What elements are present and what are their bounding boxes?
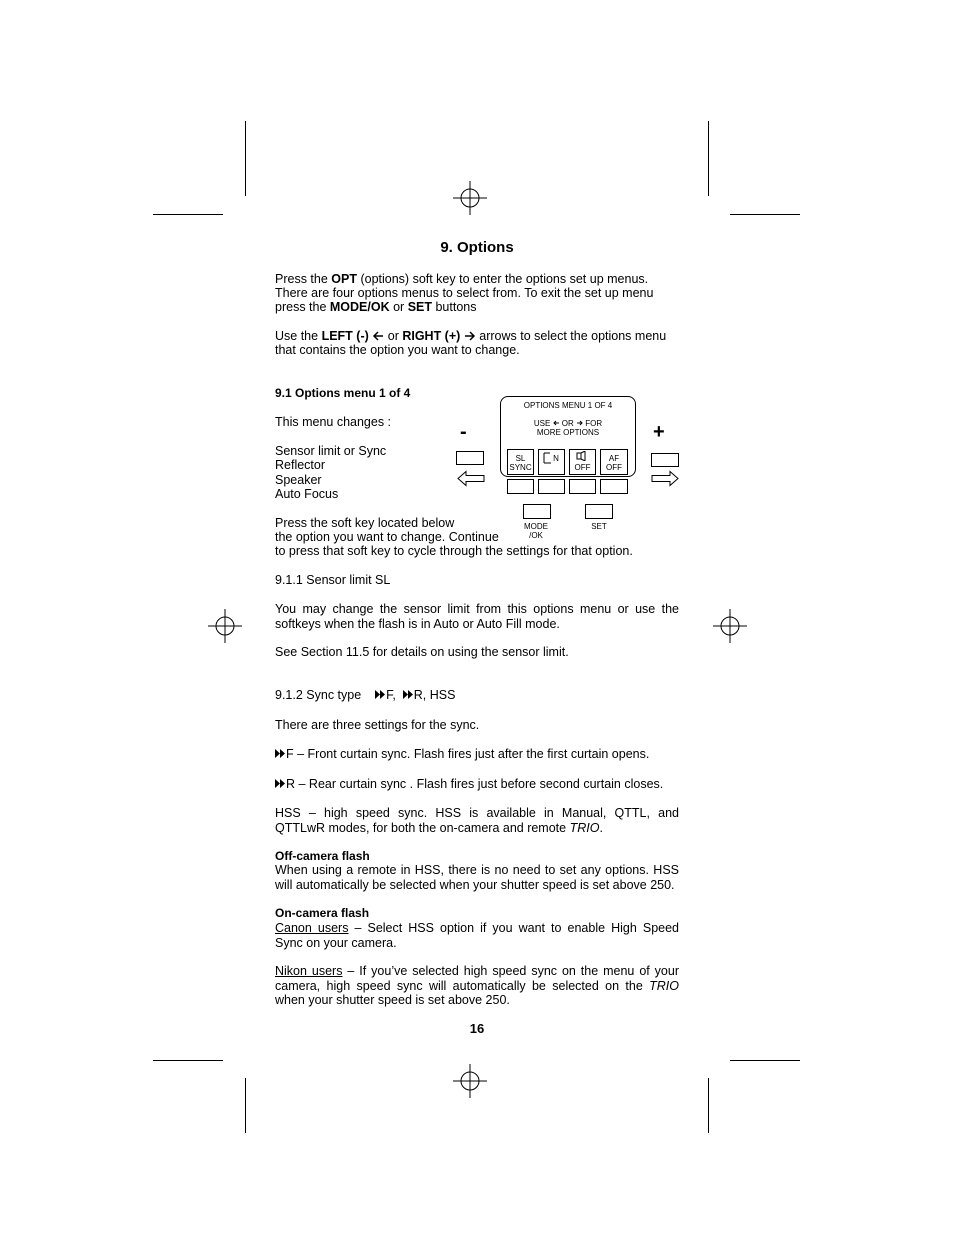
press-line-1: Press the soft key located below — [275, 516, 455, 530]
registration-mark-right-icon — [713, 609, 747, 643]
registration-mark-left-icon — [208, 609, 242, 643]
right-button[interactable] — [651, 453, 679, 467]
intro-line-5: that contains the option you want to change. — [275, 343, 520, 357]
off-camera-title: Off-camera flash — [275, 849, 370, 863]
mode-ok-button[interactable] — [523, 504, 551, 519]
soft-key-1[interactable] — [507, 479, 534, 494]
sync-front: F – Front curtain sync. Flash fires just after the first curtain opens. — [275, 747, 649, 762]
page-heading: 9. Options — [440, 239, 514, 256]
registration-mark-top-icon — [453, 181, 487, 215]
arrow-right-icon — [576, 420, 583, 426]
lcd-line-2: USE OR FOR — [533, 419, 603, 428]
front-sync-icon — [275, 749, 286, 758]
set-button[interactable] — [585, 504, 613, 519]
menu-item-reflector: Reflector — [275, 458, 326, 472]
lcd-line-3: MORE OPTIONS — [536, 428, 600, 437]
intro-line-3: press the MODE/OK or SET buttons — [275, 300, 477, 314]
menu-changes-label: This menu changes : — [275, 415, 392, 429]
section-title-9-1-1: 9.1.1 Sensor limit SL — [275, 573, 391, 587]
soft-label-af-text: AF — [608, 454, 620, 463]
arrow-left-icon — [372, 331, 384, 341]
soft-label-speaker-text: OFF — [574, 463, 591, 472]
front-sync-icon — [375, 690, 386, 699]
minus-sign: - — [460, 421, 467, 443]
rear-sync-icon — [275, 779, 286, 788]
press-line-3: to press that soft key to cycle through the settings for that option. — [275, 544, 633, 558]
set-label: SET — [591, 522, 607, 531]
sync-intro: There are three settings for the sync. — [275, 718, 480, 732]
registration-mark-bottom-icon — [453, 1064, 487, 1098]
intro-line-2: There are four options menus to select from. To exit the set up menu — [275, 286, 654, 300]
menu-item-sensor: Sensor limit or Sync — [275, 444, 387, 458]
press-line-2: the option you want to change. Continue — [275, 530, 499, 544]
soft-key-2[interactable] — [538, 479, 565, 494]
sensor-paragraph-1: You may change the sensor limit from this options menu or use the softkeys when the flash is in Auto or Auto Fill mode. — [275, 602, 679, 631]
sensor-paragraph-2: See Section 11.5 for details on using the sensor limit. — [275, 645, 569, 659]
menu-item-autofocus: Auto Focus — [275, 487, 339, 501]
soft-label-af-off-text: OFF — [606, 463, 622, 472]
off-camera-text: When using a remote in HSS, there is no need to set any options. HSS will automatically be selected when your shutter speed is set above 250. — [275, 863, 679, 892]
right-arrow-icon — [651, 470, 679, 487]
rear-sync-icon — [403, 690, 414, 699]
section-title-9-1-2: 9.1.2 Sync type F, R, HSS — [275, 688, 456, 702]
left-button[interactable] — [456, 451, 484, 465]
nikon-paragraph: Nikon users – If you’ve selected high speed sync on the menu of your camera, high speed sync will automatically be selected on the TRIO when your shutter speed is set above 250. — [275, 964, 679, 1007]
soft-label-reflector-text: N — [553, 454, 559, 463]
arrow-right-icon — [464, 331, 476, 341]
sync-rear: R – Rear curtain sync . Flash fires just before second curtain closes. — [275, 777, 663, 792]
soft-key-3[interactable] — [569, 479, 596, 494]
arrow-left-icon — [553, 420, 560, 426]
page-number: 16 — [469, 1021, 485, 1036]
section-title-9-1: 9.1 Options menu 1 of 4 — [275, 386, 411, 400]
left-arrow-icon — [457, 470, 485, 487]
lcd-line-1: OPTIONS MENU 1 OF 4 — [523, 401, 613, 410]
canon-paragraph: Canon users – Select HSS option if you want to enable High Speed Sync on your camera. — [275, 921, 680, 950]
plus-sign: + — [653, 421, 665, 443]
sync-hss: HSS – high speed sync. HSS is available in Manual, QTTL, and QTTLwR modes, for both the on-camera and remote TRIO. — [275, 806, 679, 835]
soft-key-4[interactable] — [600, 479, 628, 494]
soft-label-sl-sync-text: SL SYNC — [509, 454, 532, 472]
speaker-icon — [576, 451, 588, 461]
menu-item-speaker: Speaker — [275, 473, 322, 487]
mode-ok-label: MODE /OK — [524, 522, 548, 540]
intro-line-4: Use the LEFT (-) or RIGHT (+) arrows to select the options menu — [275, 329, 667, 343]
on-camera-title: On-camera flash — [275, 906, 370, 920]
intro-line-1: Press the OPT (options) soft key to enter the options set up menus. — [275, 272, 649, 286]
